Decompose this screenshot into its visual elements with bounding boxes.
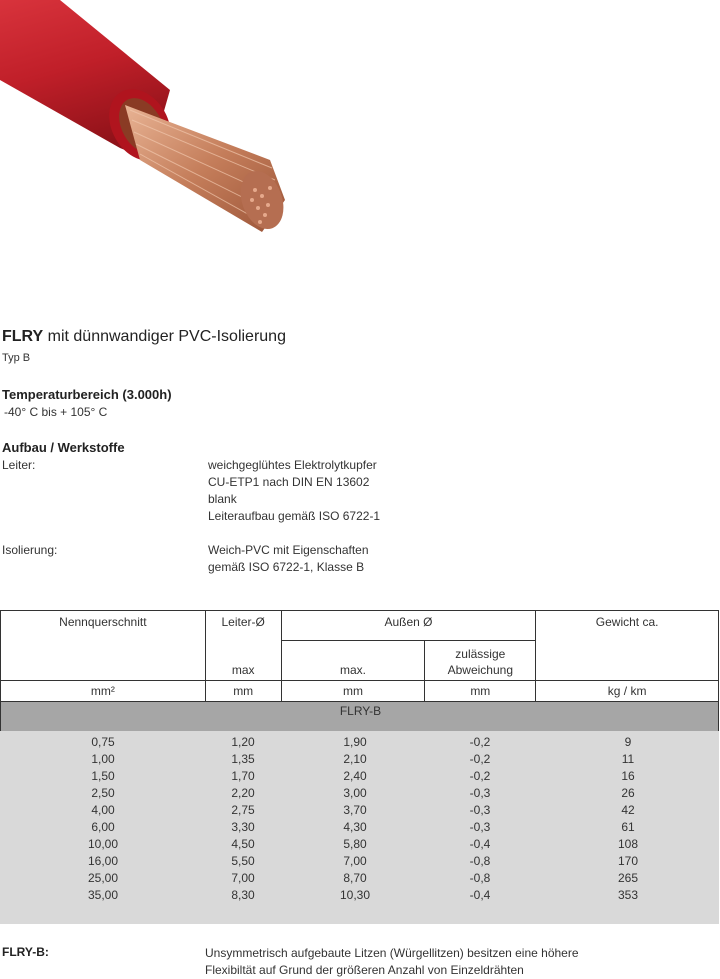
unit-cell: mm (281, 681, 425, 702)
cell-outer-max: 3,70 (343, 803, 367, 817)
cell-conductor-max: 8,30 (231, 888, 255, 902)
cell-cross-section: 4,00 (91, 803, 115, 817)
cell-conductor-max: 5,50 (231, 854, 255, 868)
cell-tolerance: -0,8 (469, 854, 491, 868)
group-label: FLRY-B (1, 702, 719, 739)
cell-weight: 26 (621, 786, 635, 800)
temperature-range: -40° C bis + 105° C (4, 405, 108, 419)
insulation-description (208, 542, 369, 576)
footnote-line: Unsymmetrisch aufgebaute Litzen (Würgellitzen) besitzen eine höhere (205, 946, 579, 960)
conductor-line: Leiteraufbau gemäß ISO 6722-1 (208, 509, 381, 523)
insulation-line: Weich-PVC mit Eigenschaften (208, 543, 369, 557)
header-conductor-max: max (205, 641, 281, 681)
cell-conductor-max: 7,00 (231, 871, 255, 885)
header-tolerance (425, 641, 536, 681)
cell-outer-max: 4,30 (343, 820, 367, 834)
cell-weight: 16 (621, 769, 635, 783)
header-cross-section: Nennquerschnitt (1, 611, 206, 681)
cell-weight: 353 (617, 888, 639, 902)
cell-conductor-max: 3,30 (231, 820, 255, 834)
insulation-label: Isolierung: (2, 543, 58, 557)
header-tolerance-line2: Abweichung (447, 663, 514, 677)
table-header-row (1, 611, 719, 641)
product-title-bold: FLRY (2, 328, 44, 345)
cell-outer-max: 8,70 (343, 871, 367, 885)
cell-tolerance: -0,8 (469, 871, 491, 885)
cell-tolerance: -0,2 (469, 752, 491, 766)
conductor-line: weichgeglühtes Elektrolytkupfer (208, 458, 377, 472)
cell-tolerance: -0,4 (469, 837, 491, 851)
cell-conductor-max: 2,75 (231, 803, 255, 817)
table-row (0, 786, 719, 803)
header-outer-diameter: Außen Ø (281, 611, 536, 641)
cell-conductor-max: 1,20 (231, 735, 255, 749)
cell-weight: 108 (617, 837, 639, 851)
cable-product-image (0, 0, 320, 250)
cell-weight: 61 (621, 820, 635, 834)
cell-conductor-max: 2,20 (231, 786, 255, 800)
table-row (0, 769, 719, 786)
cell-conductor-max: 1,70 (231, 769, 255, 783)
cell-outer-max: 10,30 (339, 888, 371, 902)
cell-weight: 42 (621, 803, 635, 817)
cell-weight: 170 (617, 854, 639, 868)
cell-cross-section: 10,00 (87, 837, 119, 851)
cell-weight: 9 (624, 735, 632, 749)
footnote-text (205, 945, 579, 979)
cell-cross-section: 25,00 (87, 871, 119, 885)
table-data-block (0, 731, 719, 924)
unit-cell: mm² (1, 681, 206, 702)
conductor-line: blank (208, 492, 237, 506)
cell-tolerance: -0,2 (469, 769, 491, 783)
cell-tolerance: -0,3 (469, 803, 491, 817)
cell-cross-section: 6,00 (91, 820, 115, 834)
cell-cross-section: 2,50 (91, 786, 115, 800)
cell-outer-max: 2,10 (343, 752, 367, 766)
cell-conductor-max: 4,50 (231, 837, 255, 851)
table-row (0, 803, 719, 820)
table-row (0, 871, 719, 888)
conductor-label: Leiter: (2, 458, 36, 472)
product-type: Typ B (2, 352, 31, 364)
cell-conductor-max: 1,35 (231, 752, 255, 766)
table-row (0, 752, 719, 769)
insulation-line: gemäß ISO 6722-1, Klasse B (208, 560, 365, 574)
cell-cross-section: 1,00 (91, 752, 115, 766)
table-units-row (1, 681, 719, 702)
cell-weight: 11 (621, 752, 635, 766)
cell-tolerance: -0,3 (469, 820, 491, 834)
conductor-line: CU-ETP1 nach DIN EN 13602 (208, 475, 370, 489)
temperature-heading: Temperaturbereich (3.000h) (2, 387, 172, 402)
table-row (0, 854, 719, 871)
cell-cross-section: 1,50 (91, 769, 115, 783)
cell-tolerance: -0,2 (469, 735, 491, 749)
cell-outer-max: 5,80 (343, 837, 367, 851)
header-tolerance-line1: zulässige (455, 647, 506, 661)
unit-cell: kg / km (536, 681, 719, 702)
cell-outer-max: 7,00 (343, 854, 367, 868)
header-conductor-diameter: Leiter-Ø (205, 611, 281, 641)
cell-outer-max: 2,40 (343, 769, 367, 783)
spec-table (0, 610, 719, 739)
unit-cell: mm (425, 681, 536, 702)
header-outer-max: max. (281, 641, 425, 681)
footnote-label: FLRY-B: (2, 945, 49, 959)
table-row (0, 735, 719, 752)
cell-outer-max: 3,00 (343, 786, 367, 800)
product-title-rest: mit dünnwandiger PVC-Isolierung (43, 328, 286, 345)
cell-cross-section: 35,00 (87, 888, 119, 902)
cell-tolerance: -0,4 (469, 888, 491, 902)
cell-cross-section: 16,00 (87, 854, 119, 868)
table-row (0, 820, 719, 837)
cell-outer-max: 1,90 (343, 735, 367, 749)
product-title (2, 328, 286, 346)
cell-tolerance: -0,3 (469, 786, 491, 800)
header-weight: Gewicht ca. (536, 611, 719, 681)
unit-cell: mm (205, 681, 281, 702)
conductor-description (208, 457, 380, 525)
construction-heading: Aufbau / Werkstoffe (2, 440, 125, 455)
table-row (0, 837, 719, 854)
footnote-line: Flexibiltät auf Grund der größeren Anzahl von Einzeldrähten (205, 963, 524, 977)
table-row (0, 888, 719, 905)
cell-cross-section: 0,75 (91, 735, 115, 749)
cell-weight: 265 (617, 871, 639, 885)
